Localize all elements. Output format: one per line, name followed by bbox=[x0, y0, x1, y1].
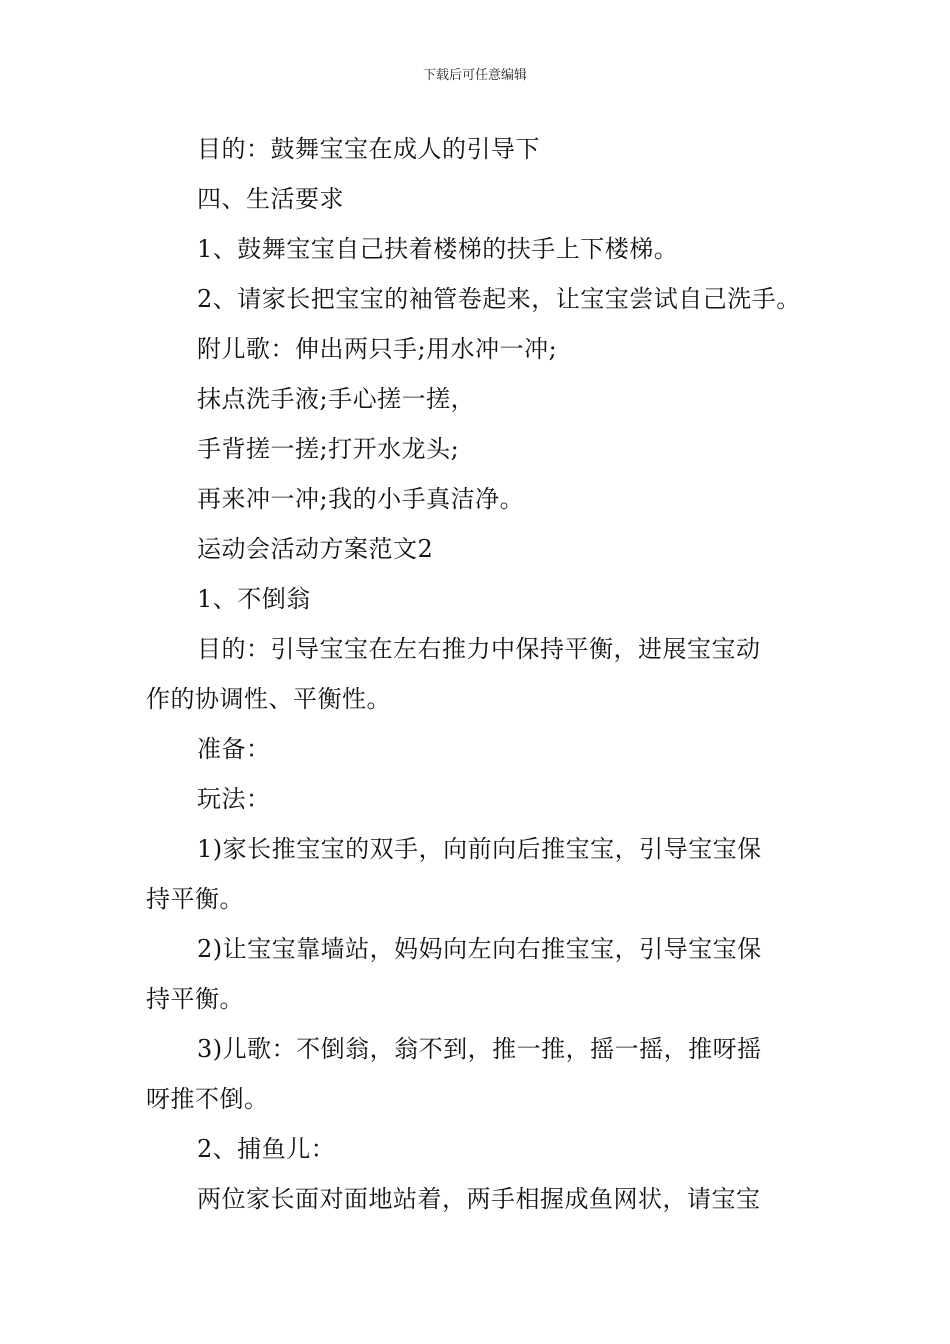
section-heading: 四、生活要求 bbox=[197, 185, 344, 213]
paragraph-line: 呀推不倒。 bbox=[146, 1085, 269, 1113]
paragraph-line: 手背搓一搓;打开水龙头; bbox=[197, 435, 460, 463]
paragraph-line: 再来冲一冲;我的小手真洁净。 bbox=[197, 485, 525, 513]
paragraph-line: 持平衡。 bbox=[146, 985, 244, 1013]
paragraph-line: 玩法： bbox=[197, 785, 271, 813]
paragraph-line: 3)儿歌：不倒翁，翁不到，推一推，摇一摇，推呀摇 bbox=[197, 1035, 762, 1063]
paragraph-line: 目的：引导宝宝在左右推力中保持平衡，进展宝宝动 bbox=[197, 635, 761, 663]
page-header: 下载后可任意编辑 bbox=[422, 68, 527, 83]
paragraph-line: 附儿歌：伸出两只手;用水冲一冲; bbox=[197, 335, 558, 363]
paragraph-line: 持平衡。 bbox=[146, 885, 244, 913]
paragraph-line: 作的协调性、平衡性。 bbox=[146, 685, 391, 713]
paragraph-line: 准备： bbox=[197, 735, 271, 763]
paragraph-line: 两位家长面对面地站着，两手相握成鱼网状，请宝宝 bbox=[197, 1185, 761, 1213]
paragraph-line: 1、鼓舞宝宝自己扶着楼梯的扶手上下楼梯。 bbox=[197, 235, 679, 263]
section-heading: 2、捕鱼儿： bbox=[197, 1135, 336, 1163]
paragraph-line: 2)让宝宝靠墙站，妈妈向左向右推宝宝，引导宝宝保 bbox=[197, 935, 762, 963]
paragraph-line: 2、请家长把宝宝的袖管卷起来，让宝宝尝试自己洗手。 bbox=[197, 285, 801, 313]
section-heading: 运动会活动方案范文2 bbox=[197, 535, 434, 563]
section-heading: 1、不倒翁 bbox=[197, 585, 311, 613]
paragraph-line: 抹点洗手液;手心搓一搓， bbox=[197, 385, 476, 413]
paragraph-line: 1)家长推宝宝的双手，向前向后推宝宝，引导宝宝保 bbox=[197, 835, 762, 863]
paragraph-line: 目的：鼓舞宝宝在成人的引导下 bbox=[197, 135, 540, 163]
